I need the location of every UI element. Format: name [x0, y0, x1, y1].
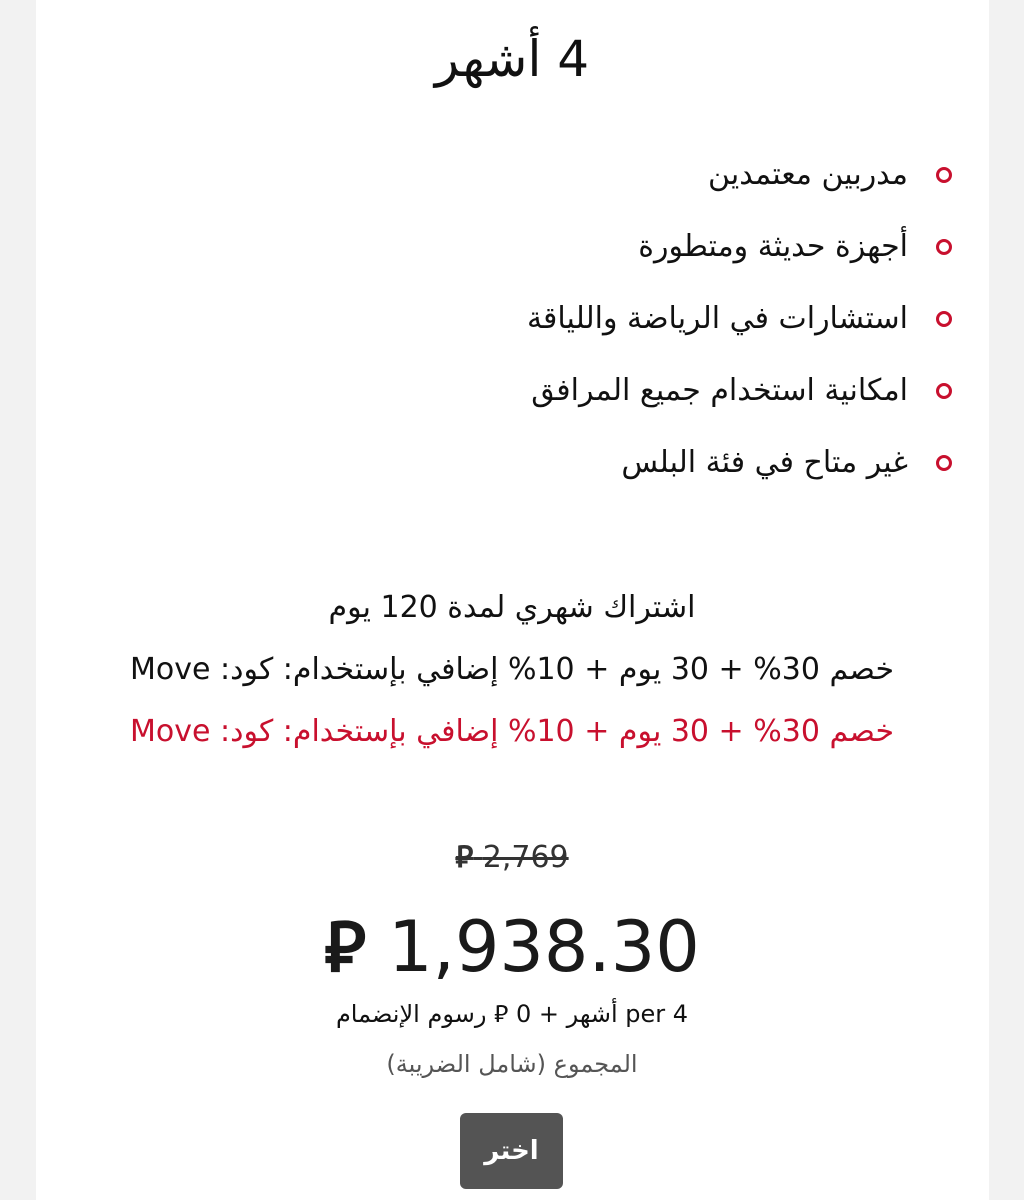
feature-item [258, 433, 958, 505]
old-price-value: 2,769 [482, 840, 569, 875]
choose-button[interactable]: اختر [460, 1113, 563, 1189]
price-note: per 4 أشهر + 0 ⃁ رسوم الإنضمام [335, 1000, 689, 1028]
old-price [0, 836, 1024, 880]
discount-text: خصم 30% + 30 يوم + 10% إضافي بإستخدام: كود: Move [130, 652, 894, 687]
feature-label: مدربين معتمدين [708, 157, 908, 192]
feature-label: غير متاح في فئة البلس [621, 445, 908, 480]
feature-item [258, 361, 958, 433]
total-note: المجموع (شامل الضريبة) [386, 1050, 638, 1078]
feature-item [258, 289, 958, 361]
feature-item [258, 217, 958, 289]
plan-title: 4 أشهر [434, 30, 590, 88]
discount-text-highlight: خصم 30% + 30 يوم + 10% إضافي بإستخدام: كود: Move [130, 714, 894, 749]
circle-bullet-icon [936, 239, 952, 255]
circle-bullet-icon [936, 383, 952, 399]
circle-bullet-icon [936, 455, 952, 471]
feature-item [258, 145, 958, 217]
current-price [0, 902, 1024, 992]
feature-label: امكانية استخدام جميع المرافق [531, 373, 908, 408]
feature-label: أجهزة حديثة ومتطورة [638, 229, 908, 264]
feature-list [258, 145, 958, 505]
saudi-riyal-icon: ⃁ [324, 906, 366, 988]
circle-bullet-icon [936, 167, 952, 183]
current-price-value: 1,938.30 [388, 906, 700, 988]
feature-label: استشارات في الرياضة واللياقة [526, 301, 908, 336]
saudi-riyal-icon: ⃁ [455, 840, 474, 875]
plan-subtitle: اشتراك شهري لمدة 120 يوم [328, 590, 696, 625]
circle-bullet-icon [936, 311, 952, 327]
